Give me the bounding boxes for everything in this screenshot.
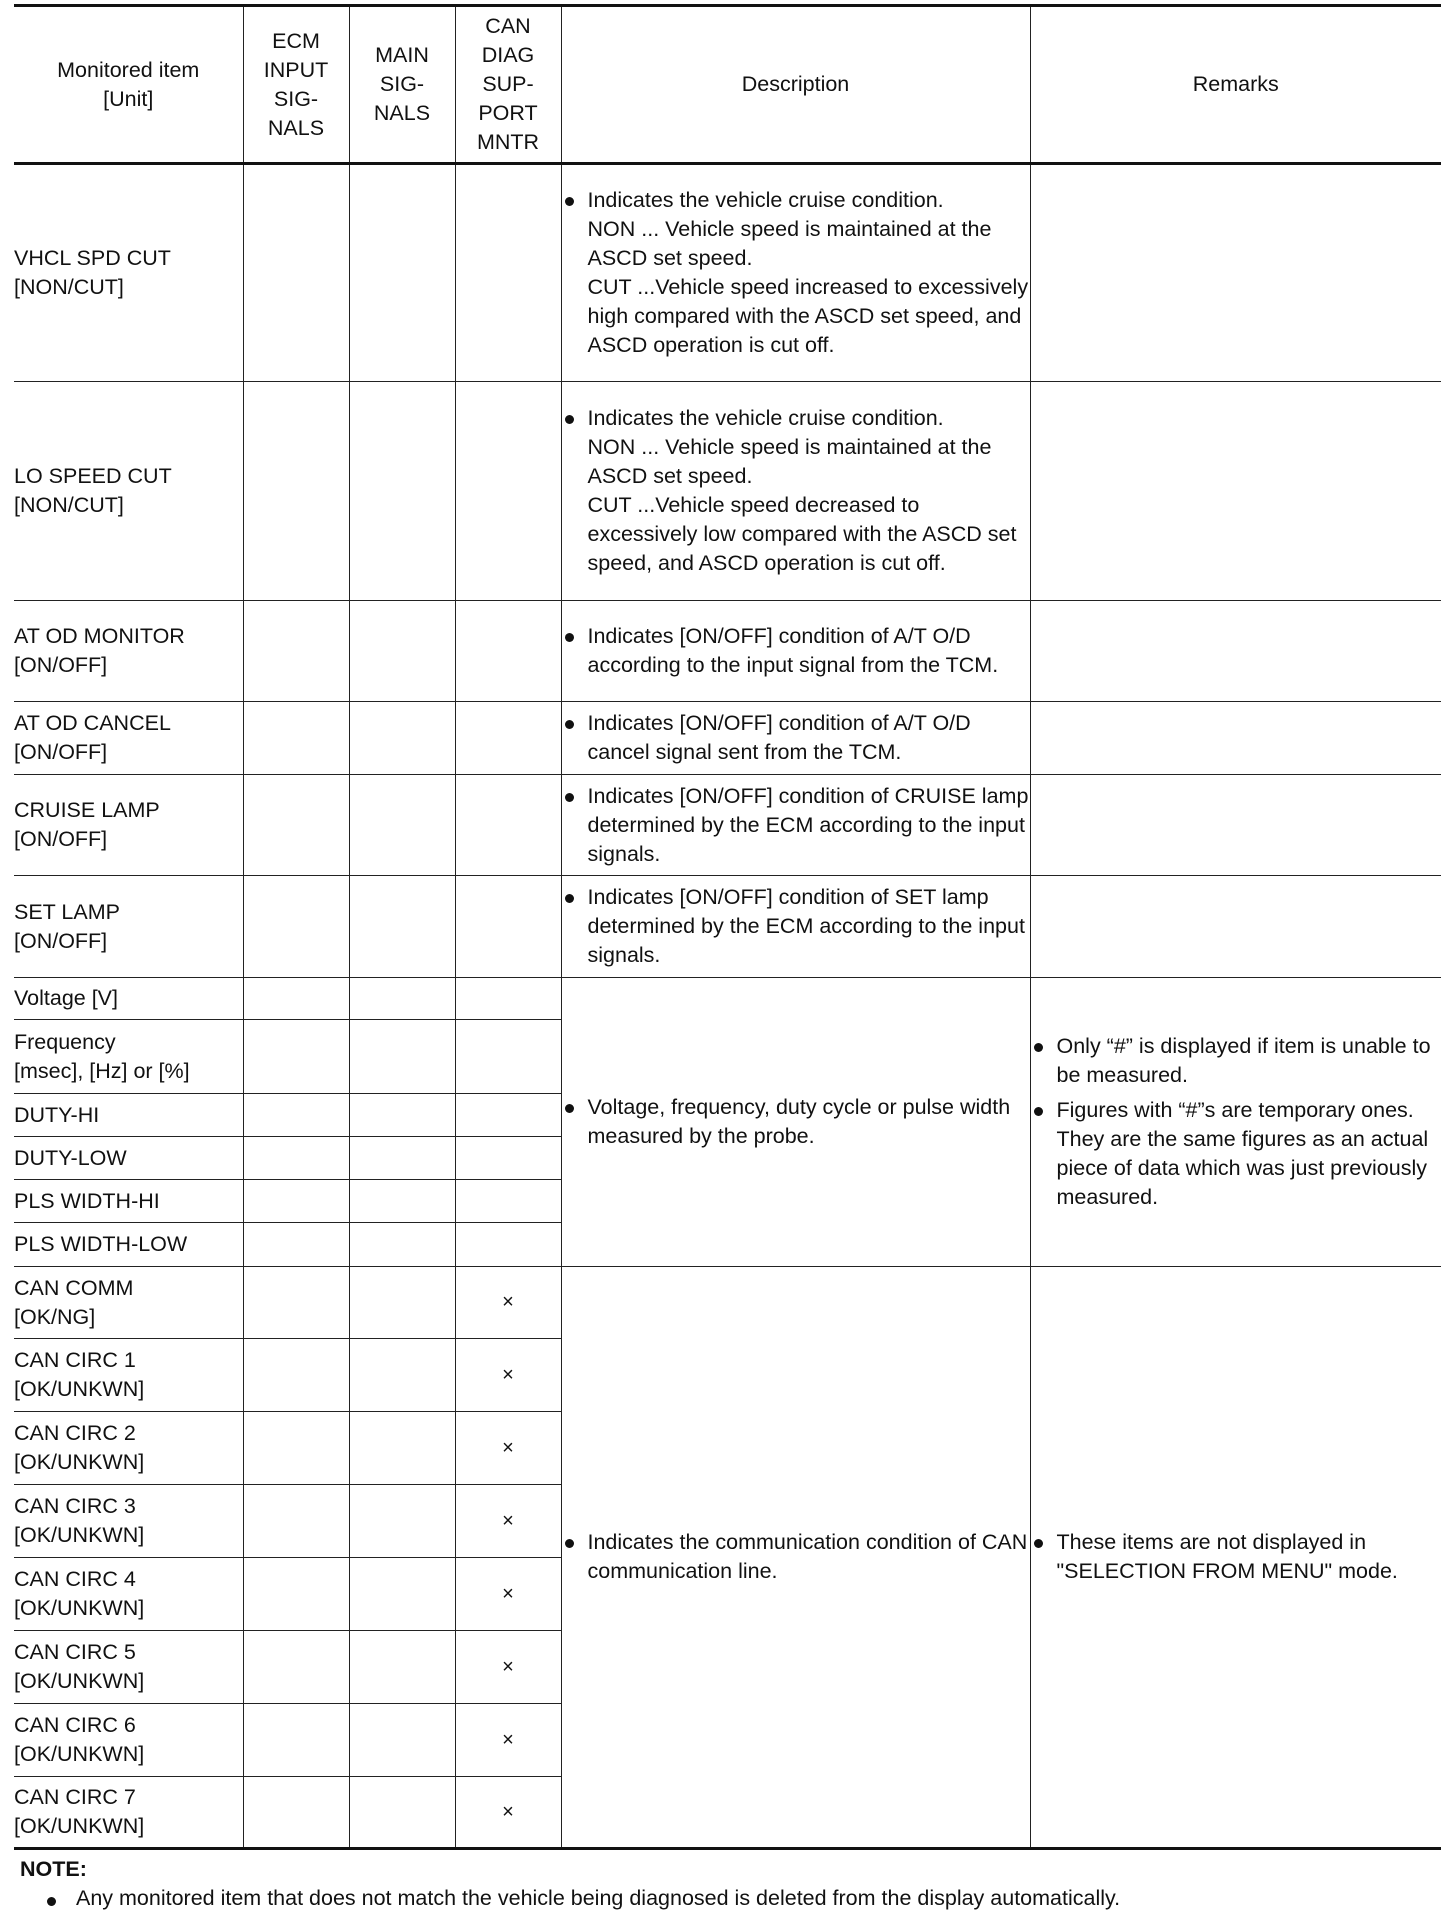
description-cell bbox=[561, 876, 1030, 978]
note-title: NOTE: bbox=[20, 1857, 87, 1881]
main-cell bbox=[349, 1339, 455, 1412]
table-row bbox=[14, 164, 1441, 382]
item-cell bbox=[14, 1558, 243, 1631]
main-cell bbox=[349, 1777, 455, 1849]
item-name: AT OD MONITOR bbox=[14, 624, 185, 648]
ecm-cell bbox=[243, 382, 349, 601]
can-cell bbox=[455, 978, 561, 1020]
main-cell bbox=[349, 1704, 455, 1777]
description-cell bbox=[561, 702, 1030, 775]
item-unit: [OK/UNKWN] bbox=[14, 1450, 145, 1474]
ecm-cell bbox=[243, 1412, 349, 1485]
can-support-mark: × bbox=[455, 1485, 561, 1558]
item-unit: [msec], [Hz] or [%] bbox=[14, 1058, 190, 1083]
header-ecm-input-signals: ECM INPUT SIG- NALS bbox=[243, 6, 349, 164]
header-main-signals: MAIN SIG- NALS bbox=[349, 6, 455, 164]
item-cell bbox=[14, 1777, 243, 1849]
ecm-cell bbox=[243, 876, 349, 978]
item-cell bbox=[14, 1137, 243, 1180]
ecm-cell bbox=[243, 775, 349, 876]
table-header bbox=[14, 6, 1441, 164]
main-cell bbox=[349, 601, 455, 702]
can-cell bbox=[455, 1094, 561, 1137]
remarks-cell bbox=[1030, 702, 1441, 775]
can-support-mark: × bbox=[455, 1267, 561, 1339]
item-cell bbox=[14, 1412, 243, 1485]
item-unit: [NON/CUT] bbox=[14, 493, 124, 517]
ecm-cell bbox=[243, 1485, 349, 1558]
item-name: CAN CIRC 4 bbox=[14, 1567, 136, 1591]
ecm-cell bbox=[243, 702, 349, 775]
item-unit: [ON/OFF] bbox=[14, 740, 108, 764]
header-remarks: Remarks bbox=[1030, 6, 1441, 164]
can-cell bbox=[455, 382, 561, 601]
remarks-cell bbox=[1030, 601, 1441, 702]
remarks-cell bbox=[1030, 164, 1441, 382]
ecm-cell bbox=[243, 1223, 349, 1267]
item-cell bbox=[14, 1267, 243, 1339]
can-cell bbox=[455, 1020, 561, 1094]
description-cell-can bbox=[561, 1267, 1030, 1849]
remarks-cell bbox=[1030, 876, 1441, 978]
item-name: CAN CIRC 1 bbox=[14, 1348, 136, 1372]
item-cell bbox=[14, 775, 243, 876]
main-cell bbox=[349, 382, 455, 601]
item-cell bbox=[14, 702, 243, 775]
bullet-item: Indicates the vehicle cruise condition. NON ... Vehicle speed is maintained at the ASCD set speed. CUT ...Vehicle speed decreased to excessively low compared with the ASCD set speed, and ASCD operation is cut off. bbox=[562, 404, 1030, 578]
item-cell bbox=[14, 1631, 243, 1704]
ecm-cell bbox=[243, 1339, 349, 1412]
can-cell bbox=[455, 1180, 561, 1223]
ecm-cell bbox=[243, 1558, 349, 1631]
ecm-cell bbox=[243, 1704, 349, 1777]
item-cell bbox=[14, 601, 243, 702]
item-cell bbox=[14, 1094, 243, 1137]
ecm-cell bbox=[243, 1631, 349, 1704]
item-unit: [OK/UNKWN] bbox=[14, 1742, 145, 1766]
item-cell bbox=[14, 382, 243, 601]
bullet-item: Indicates the communication condition of CAN communication line. bbox=[562, 1528, 1030, 1586]
item-name: AT OD CANCEL bbox=[14, 711, 171, 735]
ecm-cell bbox=[243, 1137, 349, 1180]
can-support-mark: × bbox=[455, 1412, 561, 1485]
main-cell bbox=[349, 978, 455, 1020]
remarks-cell bbox=[1030, 382, 1441, 601]
item-name: VHCL SPD CUT bbox=[14, 246, 171, 270]
remarks-cell bbox=[1030, 775, 1441, 876]
ecm-cell bbox=[243, 978, 349, 1020]
item-unit: [OK/UNKWN] bbox=[14, 1596, 145, 1620]
bullet-item: Only “#” is displayed if item is unable to be measured. bbox=[1031, 1032, 1442, 1090]
item-cell bbox=[14, 1704, 243, 1777]
item-unit: [NON/CUT] bbox=[14, 275, 124, 299]
item-cell bbox=[14, 876, 243, 978]
item-cell bbox=[14, 978, 243, 1020]
bullet-item: These items are not displayed in "SELECTION FROM MENU" mode. bbox=[1031, 1528, 1442, 1586]
ecm-cell bbox=[243, 164, 349, 382]
can-support-mark: × bbox=[455, 1704, 561, 1777]
main-cell bbox=[349, 1267, 455, 1339]
ecm-cell bbox=[243, 1180, 349, 1223]
item-name: SET LAMP bbox=[14, 899, 120, 924]
item-name: CRUISE LAMP bbox=[14, 798, 160, 822]
item-unit: [OK/UNKWN] bbox=[14, 1814, 145, 1838]
item-unit: [OK/NG] bbox=[14, 1304, 96, 1329]
main-cell bbox=[349, 1094, 455, 1137]
main-cell bbox=[349, 1412, 455, 1485]
table-row bbox=[14, 876, 1441, 978]
monitored-items-table bbox=[14, 4, 1441, 1850]
item-name: CAN CIRC 2 bbox=[14, 1421, 136, 1445]
remarks-cell-can bbox=[1030, 1267, 1441, 1849]
item-unit: [ON/OFF] bbox=[14, 653, 108, 677]
main-cell bbox=[349, 164, 455, 382]
bullet-item: Indicates [ON/OFF] condition of A/T O/D cancel signal sent from the TCM. bbox=[562, 709, 1030, 767]
bullet-item: Indicates the vehicle cruise condition. NON ... Vehicle speed is maintained at the ASCD set speed. CUT ...Vehicle speed increased to excessively high compared with the ASCD set speed, and ASCD operation is cut off. bbox=[562, 186, 1030, 360]
can-support-mark: × bbox=[455, 1631, 561, 1704]
item-cell bbox=[14, 1485, 243, 1558]
item-unit: [ON/OFF] bbox=[14, 928, 108, 953]
remarks-cell-probe bbox=[1030, 978, 1441, 1267]
description-cell bbox=[561, 382, 1030, 601]
main-cell bbox=[349, 775, 455, 876]
can-cell bbox=[455, 775, 561, 876]
can-cell bbox=[455, 601, 561, 702]
ecm-cell bbox=[243, 1267, 349, 1339]
table-row bbox=[14, 1267, 1441, 1339]
main-cell bbox=[349, 1223, 455, 1267]
item-name: CAN CIRC 7 bbox=[14, 1785, 136, 1809]
item-name: CAN CIRC 5 bbox=[14, 1640, 136, 1664]
item-cell bbox=[14, 164, 243, 382]
bullet-item: Voltage, frequency, duty cycle or pulse width measured by the probe. bbox=[562, 1093, 1030, 1151]
can-cell bbox=[455, 702, 561, 775]
main-cell bbox=[349, 1137, 455, 1180]
can-support-mark: × bbox=[455, 1777, 561, 1849]
item-name: CAN COMM bbox=[14, 1275, 134, 1300]
header-monitored-item: Monitored item [Unit] bbox=[14, 6, 243, 164]
description-cell bbox=[561, 164, 1030, 382]
main-cell bbox=[349, 1020, 455, 1094]
main-cell bbox=[349, 1631, 455, 1704]
table-row bbox=[14, 775, 1441, 876]
item-name: CAN CIRC 3 bbox=[14, 1494, 136, 1518]
ecm-cell bbox=[243, 601, 349, 702]
header-can-diag-support: CAN DIAG SUP- PORT MNTR bbox=[455, 6, 561, 164]
description-cell-probe bbox=[561, 978, 1030, 1267]
bullet-item: Indicates [ON/OFF] condition of A/T O/D according to the input signal from the TCM. bbox=[562, 622, 1030, 680]
item-name: LO SPEED CUT bbox=[14, 464, 172, 488]
table-row bbox=[14, 601, 1441, 702]
can-cell bbox=[455, 876, 561, 978]
can-cell bbox=[455, 1137, 561, 1180]
can-support-mark: × bbox=[455, 1339, 561, 1412]
main-cell bbox=[349, 1180, 455, 1223]
bullet-item: Indicates [ON/OFF] condition of CRUISE lamp determined by the ECM according to the input signals. bbox=[562, 782, 1030, 869]
can-cell bbox=[455, 1223, 561, 1267]
main-cell bbox=[349, 1485, 455, 1558]
table-row bbox=[14, 978, 1441, 1020]
item-cell bbox=[14, 1339, 243, 1412]
item-name: DUTY-HI bbox=[14, 1102, 100, 1127]
main-cell bbox=[349, 876, 455, 978]
ecm-cell bbox=[243, 1777, 349, 1849]
main-cell bbox=[349, 1558, 455, 1631]
item-name: PLS WIDTH-LOW bbox=[14, 1232, 188, 1256]
main-cell bbox=[349, 702, 455, 775]
item-name: PLS WIDTH-HI bbox=[14, 1188, 160, 1213]
item-name: Frequency bbox=[14, 1029, 116, 1054]
item-cell bbox=[14, 1020, 243, 1094]
item-cell bbox=[14, 1180, 243, 1223]
bullet-item: Indicates [ON/OFF] condition of SET lamp determined by the ECM according to the input signals. bbox=[562, 883, 1030, 970]
can-support-mark: × bbox=[455, 1558, 561, 1631]
table-row bbox=[14, 382, 1441, 601]
item-unit: [OK/UNKWN] bbox=[14, 1377, 145, 1401]
description-cell bbox=[561, 775, 1030, 876]
item-name: CAN CIRC 6 bbox=[14, 1713, 136, 1737]
description-cell bbox=[561, 601, 1030, 702]
item-cell bbox=[14, 1223, 243, 1267]
header-description: Description bbox=[561, 6, 1030, 164]
item-unit: [OK/UNKWN] bbox=[14, 1523, 145, 1547]
item-unit: [ON/OFF] bbox=[14, 827, 108, 851]
ecm-cell bbox=[243, 1020, 349, 1094]
item-unit: [OK/UNKWN] bbox=[14, 1669, 145, 1693]
note-text: Any monitored item that does not match the vehicle being diagnosed is deleted from the display automatically. bbox=[42, 1886, 1120, 1911]
item-name: DUTY-LOW bbox=[14, 1145, 127, 1170]
ecm-cell bbox=[243, 1094, 349, 1137]
item-name: Voltage [V] bbox=[14, 986, 118, 1010]
bullet-item: Figures with “#”s are temporary ones. They are the same figures as an actual piece of data which was just previously measured. bbox=[1031, 1096, 1442, 1212]
table-row bbox=[14, 702, 1441, 775]
can-cell bbox=[455, 164, 561, 382]
